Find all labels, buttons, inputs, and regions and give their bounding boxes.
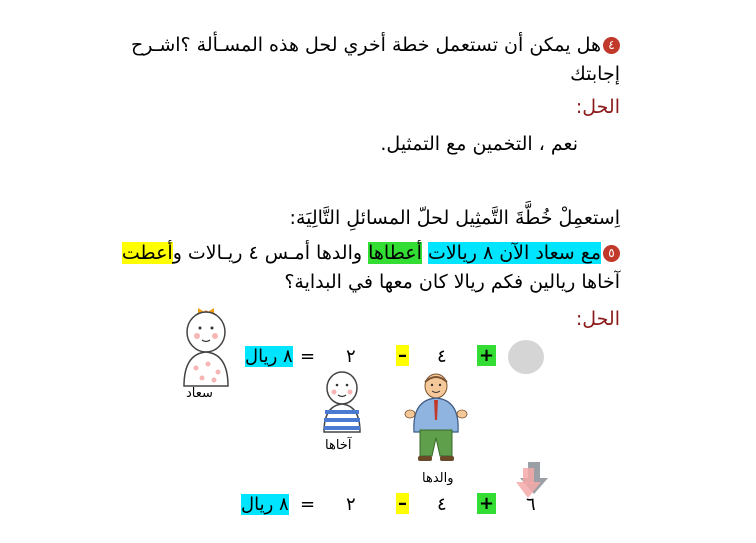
- label-brother: آخاها: [325, 438, 352, 453]
- q4-solution-label: الحل:: [575, 96, 620, 118]
- q5-solution-label: الحل:: [575, 308, 620, 330]
- label-suad: سعاد: [186, 386, 213, 401]
- q4-text: هل يمكن أن تستعمل خطة أخري لحل هذه المسـألة ؟اشـرح: [131, 34, 601, 56]
- q5-line2: آخاها ريالين فكم ريالا كان معها في البداية؟: [284, 271, 620, 293]
- girl-icon: [176, 302, 240, 390]
- q5-text: والدها أمـس ٤ ريـالات و: [172, 242, 369, 264]
- q5-line1: [122, 242, 620, 264]
- eq1-two: ٢: [346, 346, 356, 367]
- eq2-result: ٨ ريال: [241, 494, 289, 515]
- q5-highlight-cyan: مع سعاد الآن ٨ ريالات: [427, 242, 601, 264]
- instruction: اِستعمِلْ خُطَّةَ التَّمثِيل لحلّ المسائلِ التَّالِيَة:: [289, 207, 620, 229]
- unknown-circle: [508, 340, 544, 374]
- q5-highlight-green: أعطاها: [368, 242, 422, 264]
- eq1-result: ٨ ريال: [245, 346, 293, 367]
- q4-answer: نعم ، التخمين مع التمثيل.: [380, 133, 578, 155]
- eq2-equals: =: [300, 494, 316, 515]
- eq1-minus: –: [398, 345, 407, 366]
- eq1-plus: +: [479, 345, 495, 366]
- man-icon: [400, 372, 472, 462]
- q4-line2: إجابتك: [570, 63, 620, 85]
- eq2-plus: +: [479, 493, 495, 514]
- q4-badge: ٤: [603, 37, 620, 54]
- q4-line1: [131, 34, 620, 56]
- eq2-minus: –: [398, 493, 407, 514]
- eq2-six: ٦: [526, 494, 536, 515]
- eq1-four: ٤: [437, 346, 447, 367]
- eq1-equals: =: [300, 346, 316, 367]
- q5-badge: ٥: [603, 245, 620, 262]
- down-arrow-icon: [514, 462, 548, 500]
- boy-icon: [318, 370, 366, 436]
- q5-highlight-yellow: أعطت: [121, 242, 173, 264]
- eq2-two: ٢: [346, 494, 356, 515]
- eq2-four: ٤: [437, 494, 447, 515]
- label-father: والدها: [422, 471, 454, 486]
